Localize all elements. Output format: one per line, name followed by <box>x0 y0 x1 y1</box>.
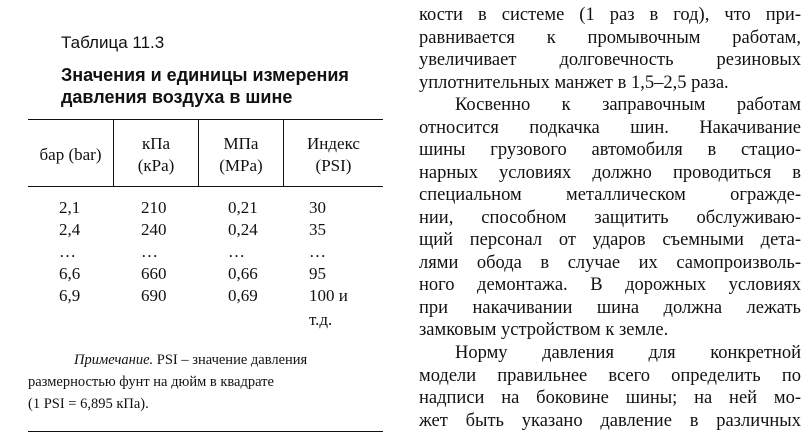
table-cell: 210 <box>141 198 167 217</box>
header-bar: бар (bar) <box>39 145 102 164</box>
table-cell: 2,4 <box>59 220 81 239</box>
header-psi: Индекс (PSI) <box>307 134 360 175</box>
table-cell: 660 <box>141 264 167 283</box>
paragraph-3: Норму давления для конкретной модели правильнее всего определить по надписи на боковине шины; на ней мо- жет быть указано давление в различных <box>419 343 801 431</box>
header-kpa: кПа (кPa) <box>137 134 175 175</box>
body-text-column <box>396 0 804 436</box>
table-cell: 35 <box>309 220 326 239</box>
table-header-rule <box>28 186 383 187</box>
table-cell: 6,6 <box>59 264 81 283</box>
table-column <box>0 0 395 436</box>
table-cell: … <box>59 242 76 261</box>
paragraph-2: Косвенно к заправочным работам относится подкачка шин. Накачивание шины грузового автомобиля в стацио- нарных условиях должно проводиться в специальном металлическом огражде- нии, способном защитить обслуживаю- щий персонал от ударов съемными дета- лями обода в случае их самопроизволь- ного демонтажа. В дорожных условиях при накачивании шина должна лежать замковым устройством к земле. <box>419 95 801 340</box>
table-cell: 690 <box>141 286 167 305</box>
table-cell: т.д. <box>309 310 333 329</box>
table-cell: 0,24 <box>228 220 258 239</box>
table-cell: 0,69 <box>228 286 258 305</box>
table-cell: 30 <box>309 198 326 217</box>
table-cell: 240 <box>141 220 167 239</box>
table-top-rule <box>28 119 383 120</box>
table-cell: 2,1 <box>59 198 81 217</box>
header-mpa: МПа (МPa) <box>219 134 263 175</box>
note-label: Примечание. <box>74 352 154 368</box>
table-bottom-rule <box>28 431 383 432</box>
table-caption: Таблица 11.3 <box>61 33 165 52</box>
table-cell: 100 и <box>309 286 348 305</box>
table-cell: 0,66 <box>228 264 258 283</box>
table-cell: … <box>141 242 158 261</box>
table-cell: 6,9 <box>59 286 81 305</box>
table-note: Примечание. PSI – значение давления размерностью фунт на дюйм в квадрате (1 PSI = 6,895 кПа). <box>28 352 308 412</box>
table-cell: 0,21 <box>228 198 258 217</box>
table-cell: … <box>309 242 326 261</box>
table-cell: 95 <box>309 264 326 283</box>
table-title: Значения и единицы измерения давления воздуха в шине <box>61 65 349 107</box>
paragraph-1: кости в системе (1 раз в год), что при- равнивается к промывочным работам, увеличивает долговечность резиновых уплотнительных манжет в 1,5–2,5 раза. <box>419 5 801 93</box>
table-cell: … <box>228 242 245 261</box>
